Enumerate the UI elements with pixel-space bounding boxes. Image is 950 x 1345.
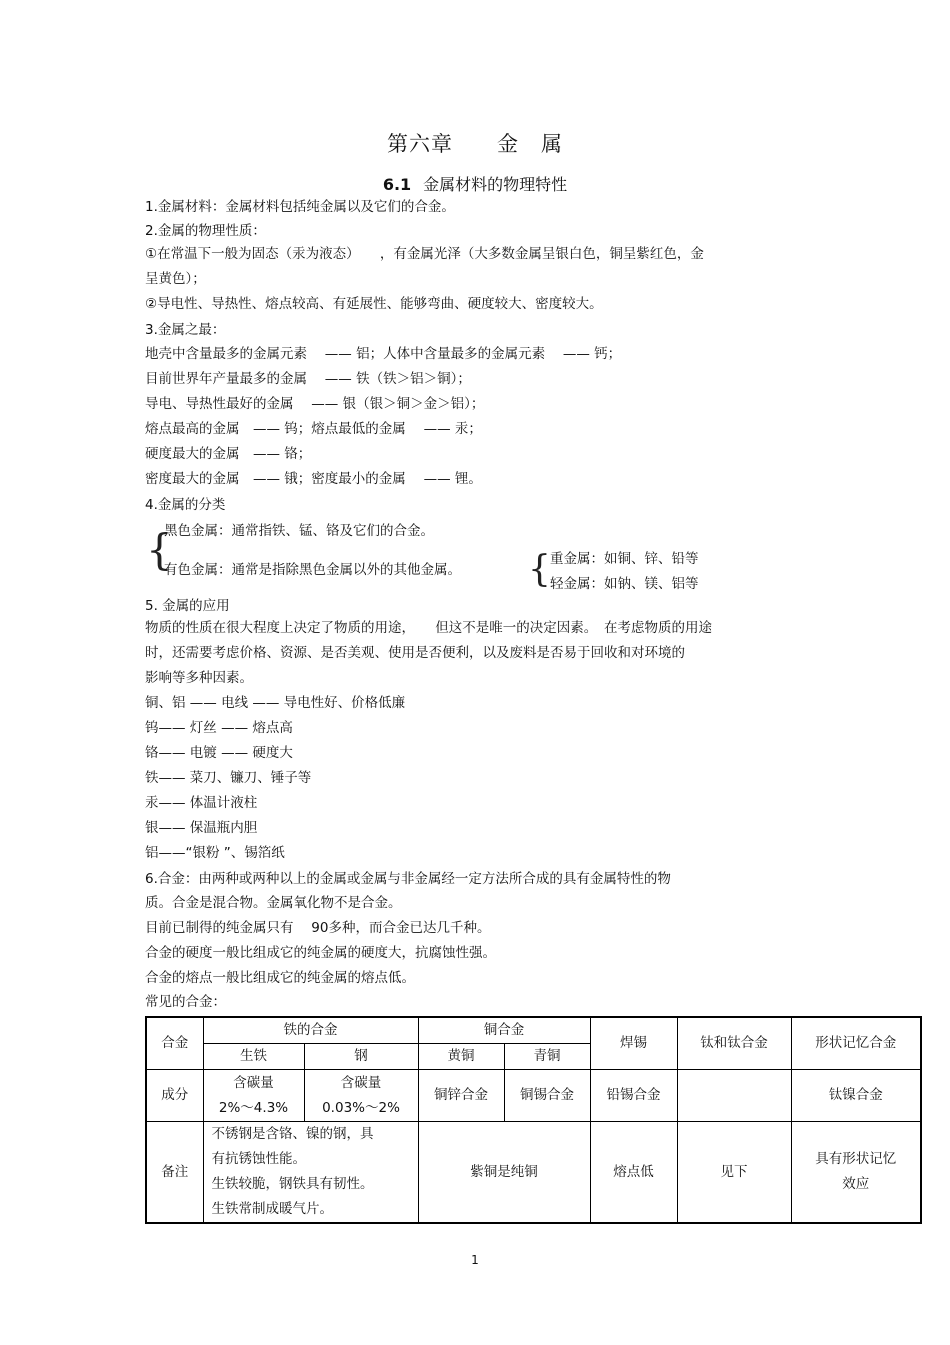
cell-titanium-composition [677, 1070, 791, 1122]
header-iron-alloy: 铁的合金 [203, 1017, 418, 1044]
para-physical-properties-heading: 2.金属的物理性质： [145, 223, 266, 239]
class-colored-metal: 有色金属：通常是指除黑色金属以外的其他金属。 [164, 562, 461, 578]
para-alloy-hardness: 合金的硬度一般比组成它的纯金属的硬度大，抗腐蚀性强。 [145, 945, 496, 961]
header-alloy: 合金 [146, 1017, 203, 1070]
cell-shape-memory-notes: 具有形状记忆 效应 [791, 1122, 921, 1224]
cell-bronze-composition: 铜锡合金 [504, 1070, 590, 1122]
classification-brace: { [146, 525, 173, 574]
superlative-line: 硬度最大的金属 —— 铬； [145, 446, 312, 462]
para-applications-body: 影响等多种因素。 [145, 670, 253, 686]
cell-brass-composition: 铜锌合金 [418, 1070, 504, 1122]
row-label-composition: 成分 [146, 1070, 203, 1122]
header-titanium: 钛和钛合金 [677, 1017, 791, 1070]
alloy-table [145, 1016, 922, 1224]
row-label-notes: 备注 [146, 1122, 203, 1224]
para-alloy-count: 目前已制得的纯金属只有 90多种，而合金已达几千种。 [145, 920, 491, 936]
superlative-line: 熔点最高的金属 —— 钨；熔点最低的金属 —— 汞； [145, 421, 482, 437]
chapter-title: 第六章 金 属 [387, 132, 563, 156]
para-common-alloys: 常见的合金： [145, 994, 226, 1010]
superlative-line: 目前世界年产量最多的金属 —— 铁（铁＞铝＞铜）； [145, 371, 471, 387]
usage-line: 铁—— 菜刀、镰刀、锤子等 [145, 770, 312, 786]
usage-line: 铜、铝 —— 电线 —— 导电性好、价格低廉 [145, 695, 406, 711]
cell-iron-notes: 不锈钢是含铬、镍的钢，具 有抗锈蚀性能。 生铁较脆，钢铁具有韧性。 生铁常制成暖气片。 [203, 1122, 418, 1224]
class-heavy-metal: 重金属：如铜、锌、铅等 [550, 551, 699, 567]
cell-pig-iron-composition: 含碳量 2%～4.3% [203, 1070, 304, 1122]
cell-copper-notes: 紫铜是纯铜 [418, 1122, 590, 1224]
para-alloy-definition-cont: 质。合金是混合物。金属氧化物不是合金。 [145, 895, 402, 911]
class-light-metal: 轻金属：如钠、镁、铝等 [550, 576, 699, 592]
usage-line: 银—— 保温瓶内胆 [145, 820, 258, 836]
para-applications-body: 物质的性质在很大程度上决定了物质的用途， 但这不是唯一的决定因素。 在考虑物质的用途 [145, 620, 712, 636]
usage-line: 汞—— 体温计液柱 [145, 795, 258, 811]
page-number: 1 [471, 1253, 479, 1267]
para-metal-superlatives-heading: 3.金属之最： [145, 322, 226, 338]
header-solder: 焊锡 [590, 1017, 677, 1070]
para-alloy-definition: 6.合金：由两种或两种以上的金属或金属与非金属经一定方法所合成的具有金属特性的物 [145, 871, 671, 887]
usage-line: 钨—— 灯丝 —— 熔点高 [145, 720, 293, 736]
section-title-text: 金属材料的物理特性 [423, 175, 568, 194]
para-property-1-cont: 呈黄色）； [145, 271, 206, 287]
usage-line: 铬—— 电镀 —— 硬度大 [145, 745, 293, 761]
para-property-1: ①在常温下一般为固态（汞为液态） ，有金属光泽（大多数金属呈银白色，铜呈紫红色，金 [145, 246, 704, 262]
cell-solder-notes: 熔点低 [590, 1122, 677, 1224]
header-steel: 钢 [304, 1044, 418, 1070]
header-pig-iron: 生铁 [203, 1044, 304, 1070]
usage-line: 铝——“银粉 ”、锡箔纸 [145, 845, 285, 861]
superlative-line: 地壳中含量最多的金属元素 —— 铝；人体中含量最多的金属元素 —— 钙； [145, 346, 622, 362]
superlative-line: 导电、导热性最好的金属 —— 银（银＞铜＞金＞铝）； [145, 396, 485, 412]
subclass-brace: { [528, 549, 551, 590]
table-header-row [146, 1017, 921, 1044]
para-applications-body: 时，还需要考虑价格、资源、是否美观、使用是否便利，以及废料是否易于回收和对环境的 [145, 645, 685, 661]
para-property-2: ②导电性、导热性、熔点较高、有延展性、能够弯曲、硬度较大、密度较大。 [145, 296, 603, 312]
header-bronze: 青铜 [504, 1044, 590, 1070]
cell-shape-memory-composition: 钛镍合金 [791, 1070, 921, 1122]
para-alloy-melting-point: 合金的熔点一般比组成它的纯金属的熔点低。 [145, 970, 415, 986]
class-black-metal: 黑色金属：通常指铁、锰、铬及它们的合金。 [164, 523, 434, 539]
table-row-composition [146, 1070, 921, 1122]
cell-steel-composition: 含碳量 0.03%～2% [304, 1070, 418, 1122]
para-metal-materials: 1.金属材料：金属材料包括纯金属以及它们的合金。 [145, 199, 455, 215]
section-number: 6.1 [382, 175, 412, 194]
header-brass: 黄铜 [418, 1044, 504, 1070]
cell-solder-composition: 铅锡合金 [590, 1070, 677, 1122]
header-shape-memory: 形状记忆合金 [791, 1017, 921, 1070]
cell-titanium-notes: 见下 [677, 1122, 791, 1224]
para-applications-heading: 5. 金属的应用 [145, 598, 230, 614]
para-classification-heading: 4.金属的分类 [145, 497, 226, 513]
superlative-line: 密度最大的金属 —— 锇；密度最小的金属 —— 锂。 [145, 471, 482, 487]
section-title [0, 172, 950, 195]
table-row-notes [146, 1122, 921, 1224]
header-copper-alloy: 铜合金 [418, 1017, 590, 1044]
